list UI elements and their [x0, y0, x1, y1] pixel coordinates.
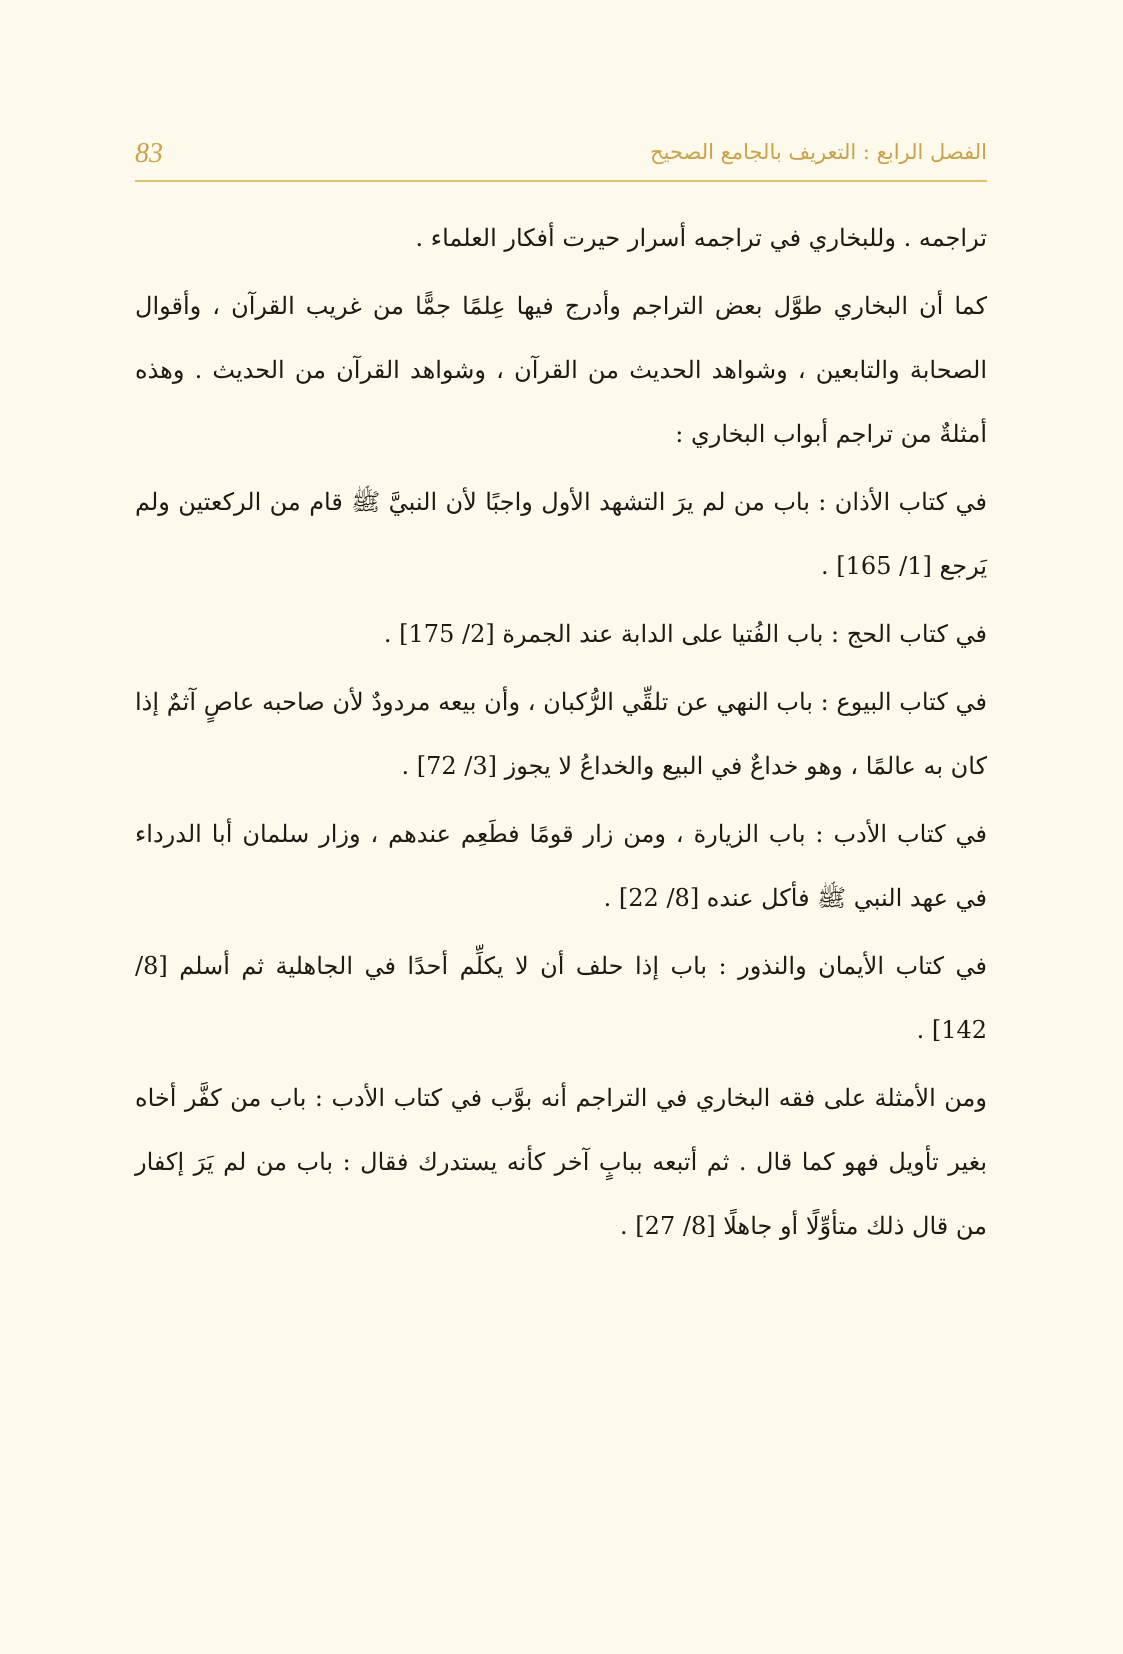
page-header — [135, 132, 987, 182]
paragraph-example-adab: في كتاب الأدب : باب الزيارة ، ومن زار قومًا فطَعِم عندهم ، وزار سلمان أبا الدرداء في عهد النبي ﷺ فأكل عنده [8/ 22] . — [135, 820, 987, 912]
paragraph-fiqh-example: ومن الأمثلة على فقه البخاري في التراجم أنه بوَّب في كتاب الأدب : باب من كفَّر أخاه بغير تأويل فهو كما قال . ثم أتبعه ببابٍ آخر كأنه يستدرك فقال : باب من لم يَرَ إكفار من قال ذلك متأوِّلًا أو جاهلًا [8/ 27] . — [135, 1084, 987, 1240]
page-body — [135, 206, 987, 1262]
paragraph-intro-continuation: تراجمه . وللبخاري في تراجمه أسرار حيرت أفكار العلماء . — [415, 224, 987, 252]
paragraph-example-buyu: في كتاب البيوع : باب النهي عن تلقِّي الرُّكبان ، وأن بيعه مردودٌ لأن صاحبه عاصٍ آثمٌ إذا كان به عالمًا ، وهو خداعٌ في البيع والخداعُ لا يجوز [3/ 72] . — [135, 688, 987, 780]
paragraph-long-headings: كما أن البخاري طوَّل بعض التراجم وأدرج فيها عِلمًا جمًّا من غريب القرآن ، وأقوال الصحابة والتابعين ، وشواهد الحديث من القرآن ، وشواهد القرآن من الحديث . وهذه أمثلةٌ من تراجم أبواب البخاري : — [135, 292, 988, 448]
paragraph-example-hajj: في كتاب الحج : باب الفُتيا على الدابة عند الجمرة [2/ 175] . — [383, 620, 987, 648]
page-number: 83 — [135, 138, 163, 169]
paragraph-example-adhan: في كتاب الأذان : باب من لم يرَ التشهد الأول واجبًا لأن النبيَّ ﷺ قام من الركعتين ولم يَرجع [1/ 165] . — [135, 488, 987, 580]
running-title: الفصل الرابع : التعريف بالجامع الصحيح — [650, 140, 987, 164]
paragraph-example-aymaan: في كتاب الأيمان والنذور : باب إذا حلف أن لا يكلِّم أحدًا في الجاهلية ثم أسلم [8/ 142] . — [135, 952, 987, 1044]
